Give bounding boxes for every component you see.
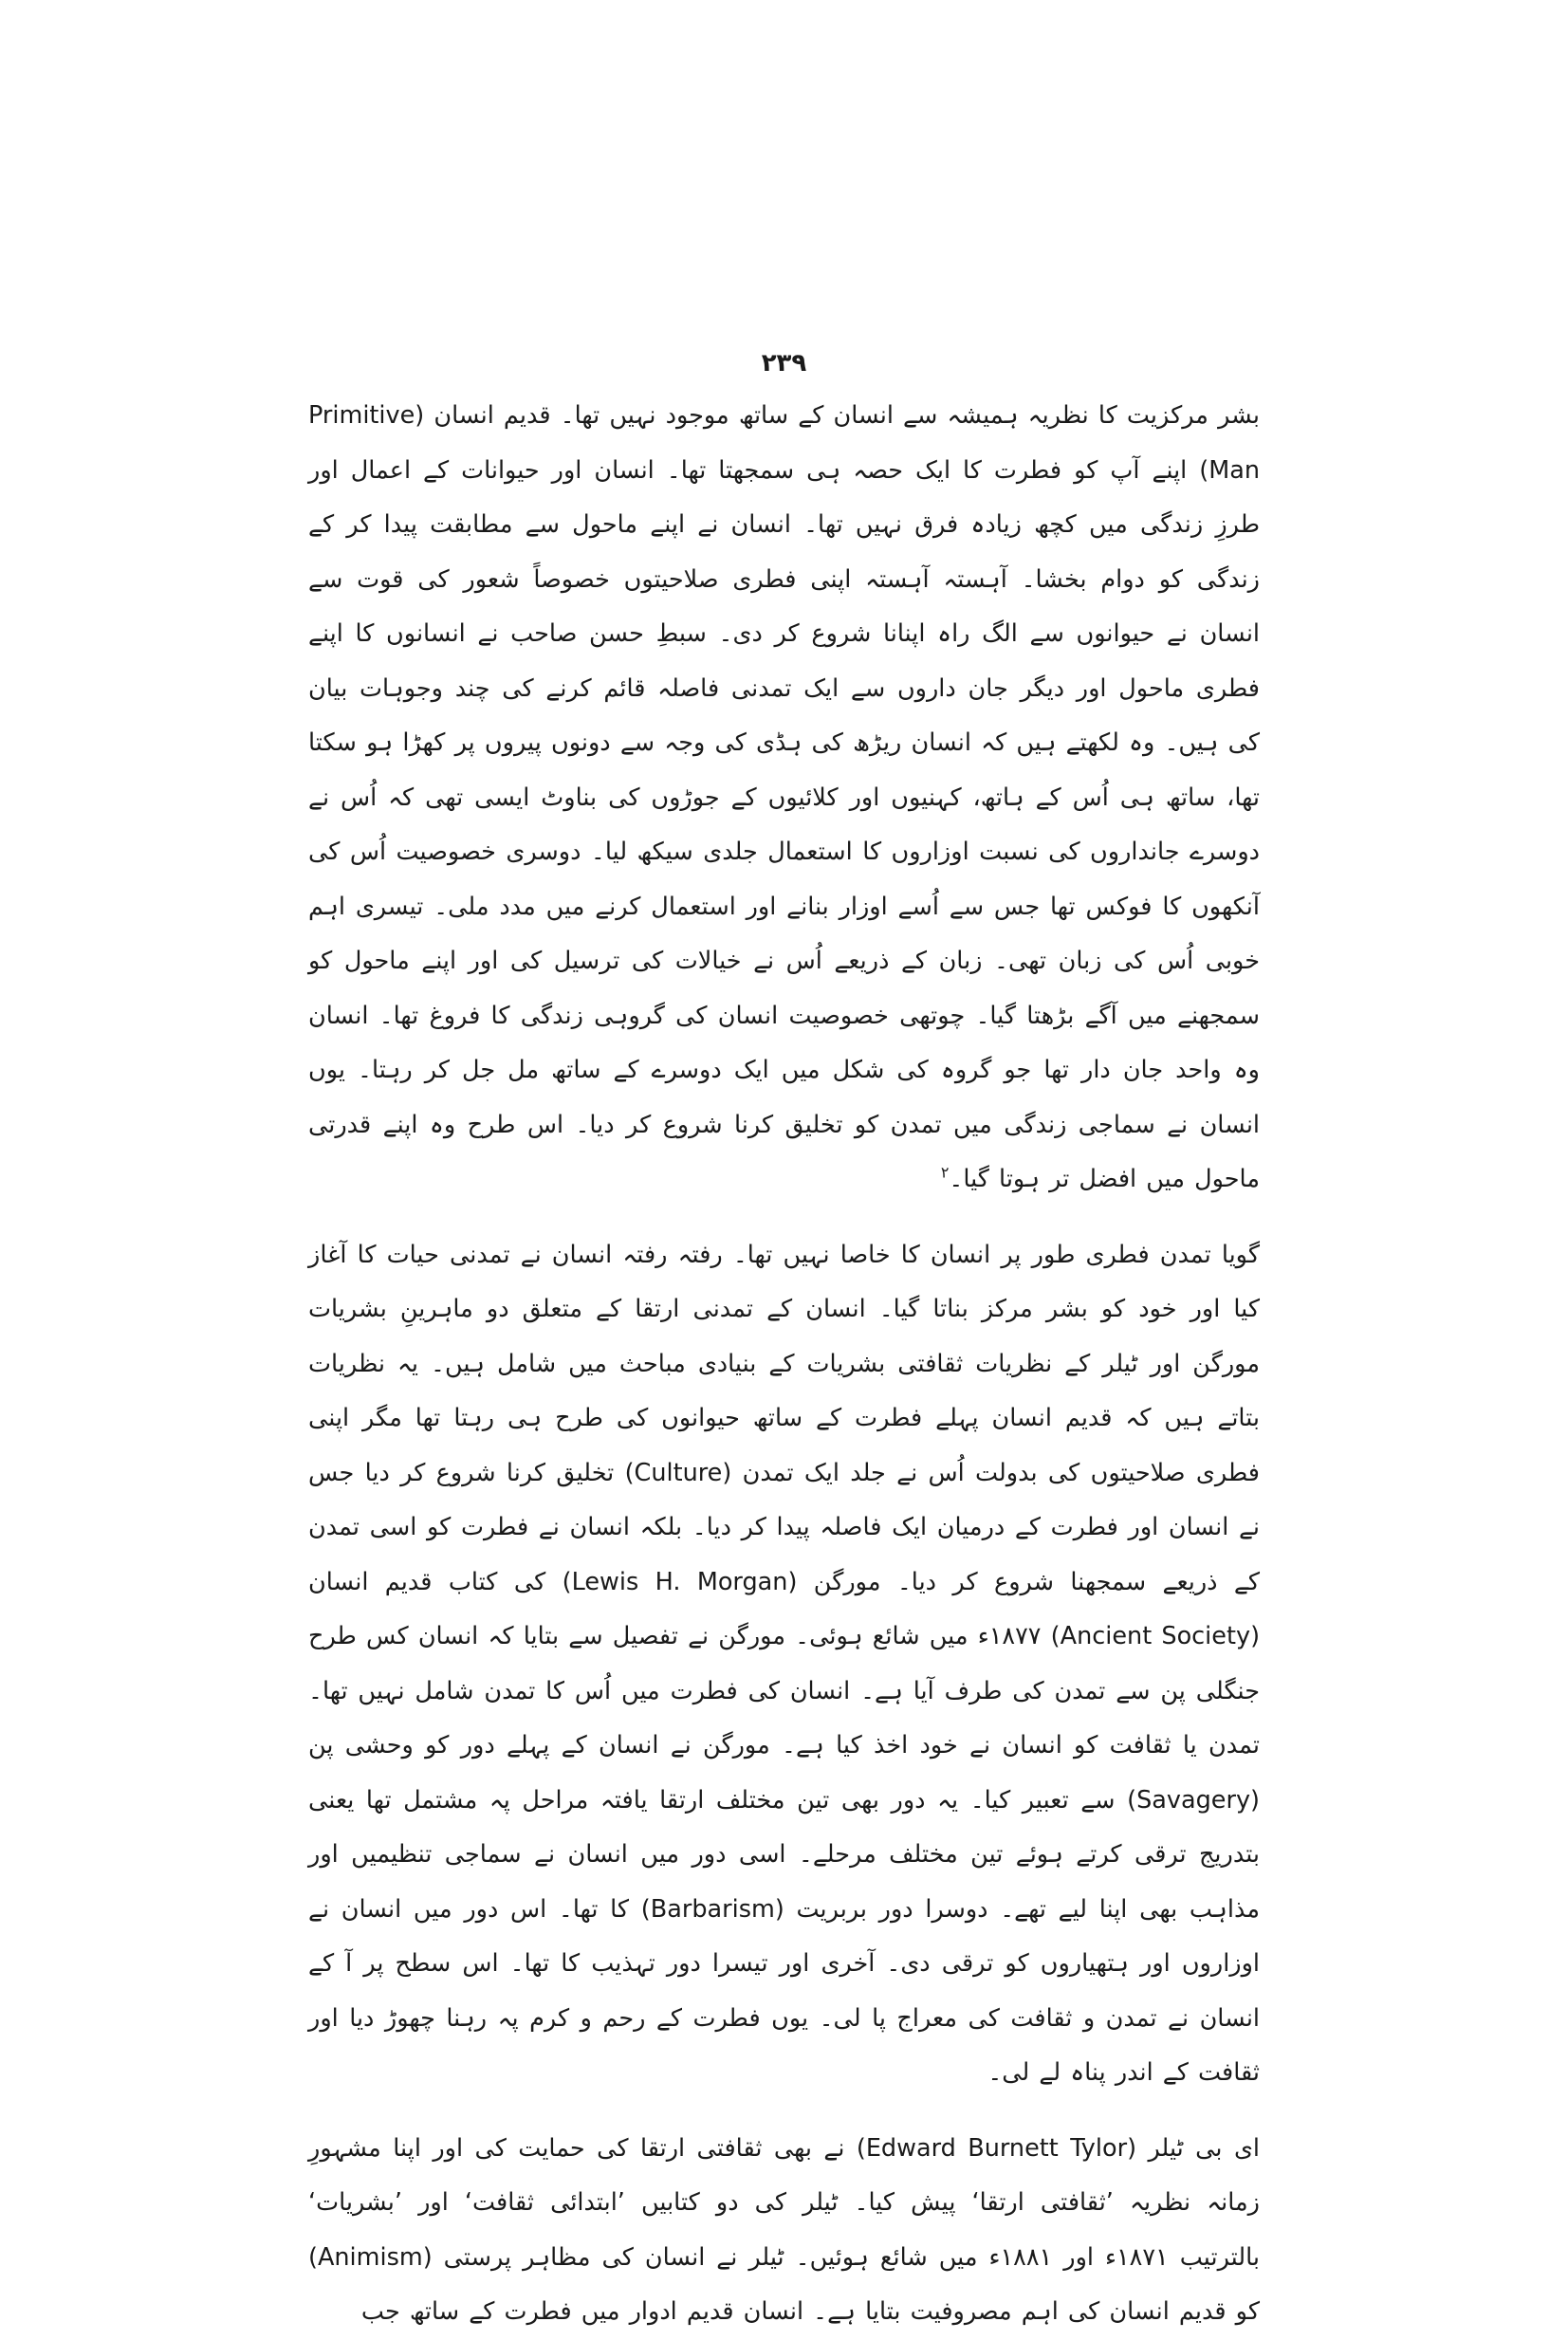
paragraph-3 xyxy=(308,2122,1260,2340)
paragraph-2-text: گویا تمدن فطری طور پر انسان کا خاصا نہیں تھا۔ رفتہ رفتہ انسان نے تمدنی حیات کا آغاز کیا اور خود کو بشر مرکز بناتا گیا۔ انسان کے تمدنی ارتقا کے متعلق دو ماہرینِ بشریات مورگن اور ٹیلر کے نظریات ثقافتی بشریات کے بنیادی مباحث میں شامل ہیں۔ یہ نظریات بتاتے ہیں کہ قدیم انسان پہلے فطرت کے ساتھ حیوانوں کی طرح ہی رہتا تھا مگر اپنی فطری صلاحیتوں کی بدولت اُس نے جلد ایک تمدن (Culture) تخلیق کرنا شروع کر دیا جس نے انسان اور فطرت کے درمیان ایک فاصلہ پیدا کر دیا۔ بلکہ انسان نے فطرت کو اسی تمدن کے ذریعے سمجھنا شروع کر دیا۔ مورگن (Lewis H. Morgan) کی کتاب قدیم انسان (Ancient Society) ۱۸۷۷ء میں شائع ہوئی۔ مورگن نے تفصیل سے بتایا کہ انسان کس طرح جنگلی پن سے تمدن کی طرف آیا ہے۔ انسان کی فطرت میں اُس کا تمدن شامل نہیں تھا۔ تمدن یا ثقافت کو انسان نے خود اخذ کیا ہے۔ مورگن نے انسان کے پہلے دور کو وحشی پن (Savagery) سے تعبیر کیا۔ یہ دور بھی تین مختلف ارتقا یافتہ مراحل پہ مشتمل تھا یعنی بتدریج ترقی کرتے ہوئے تین مختلف مرحلے۔ اسی دور میں انسان نے سماجی تنظیمیں اور مذاہب بھی اپنا لیے تھے۔ دوسرا دور بربریت (Barbarism) کا تھا۔ اس دور میں انسان نے اوزاروں اور ہتھیاروں کو ترقی دی۔ آخری اور تیسرا دور تہذیب کا تھا۔ اس سطح پر آ کے انسان نے تمدن و ثقافت کی معراج پا لی۔ یوں فطرت کے رحم و کرم پہ رہنا چھوڑ دیا اور ثقافت کے اندر پناہ لے لی۔ xyxy=(308,1240,1261,2087)
paragraph-1-text: بشر مرکزیت کا نظریہ ہمیشہ سے انسان کے ساتھ موجود نہیں تھا۔ قدیم انسان (Primitive Man) اپنے آپ کو فطرت کا ایک حصہ ہی سمجھتا تھا۔ انسان اور حیوانات کے اعمال اور طرزِ زندگی میں کچھ زیادہ فرق نہیں تھا۔ انسان نے اپنے ماحول سے مطابقت پیدا کر کے زندگی کو دوام بخشا۔ آہستہ آہستہ اپنی فطری صلاحیتوں خصوصاً شعور کی قوت سے انسان نے حیوانوں سے الگ راہ اپنانا شروع کر دی۔ سبطِ حسن صاحب نے انسانوں کا اپنے فطری ماحول اور دیگر جان داروں سے ایک تمدنی فاصلہ قائم کرنے کی چند وجوہات بیان کی ہیں۔ وہ لکھتے ہیں کہ انسان ریڑھ کی ہڈی کی وجہ سے دونوں پیروں پر کھڑا ہو سکتا تھا، ساتھ ہی اُس کے ہاتھ، کہنیوں اور کلائیوں کے جوڑوں کی بناوٹ ایسی تھی کہ اُس نے دوسرے جانداروں کی نسبت اوزاروں کا استعمال جلدی سیکھ لیا۔ دوسری خصوصیت اُس کی آنکھوں کا فوکس تھا جس سے اُسے اوزار بنانے اور استعمال کرنے میں مدد ملی۔ تیسری اہم خوبی اُس کی زبان تھی۔ زبان کے ذریعے اُس نے خیالات کی ترسیل کی اور اپنے ماحول کو سمجھنے میں آگے بڑھتا گیا۔ چوتھی خصوصیت انسان کی گروہی زندگی کا فروغ تھا۔ انسان وہ واحد جان دار تھا جو گروہ کی شکل میں ایک دوسرے کے ساتھ مل جل کر رہتا۔ یوں انسان نے سماجی زندگی میں تمدن کو تخلیق کرنا شروع کر دیا۔ اس طرح وہ اپنے قدرتی ماحول میں افضل تر ہوتا گیا۔ xyxy=(308,401,1260,1193)
paragraph-1 xyxy=(308,389,1260,1207)
body-text xyxy=(308,389,1260,2340)
page-number: ۲۳۹ xyxy=(761,349,807,378)
footnote-reference[interactable]: ۲ xyxy=(940,1163,950,1182)
paragraph-3-text: ای بی ٹیلر (Edward Burnett Tylor) نے بھی ثقافتی ارتقا کی حمایت کی اور اپنا مشہورِ زمانہ نظریہ ’ثقافتی ارتقا‘ پیش کیا۔ ٹیلر کی دو کتابیں ’ابتدائی ثقافت‘ اور ’بشریات‘ بالترتیب ۱۸۷۱ء اور ۱۸۸۱ء میں شائع ہوئیں۔ ٹیلر نے انسان کی مظاہر پرستی (Animism) کو قدیم انسان کی اہم مصروفیت بتایا ہے۔ انسان قدیم ادوار میں فطرت کے ساتھ جب xyxy=(308,2133,1260,2326)
paragraph-2 xyxy=(308,1228,1260,2101)
